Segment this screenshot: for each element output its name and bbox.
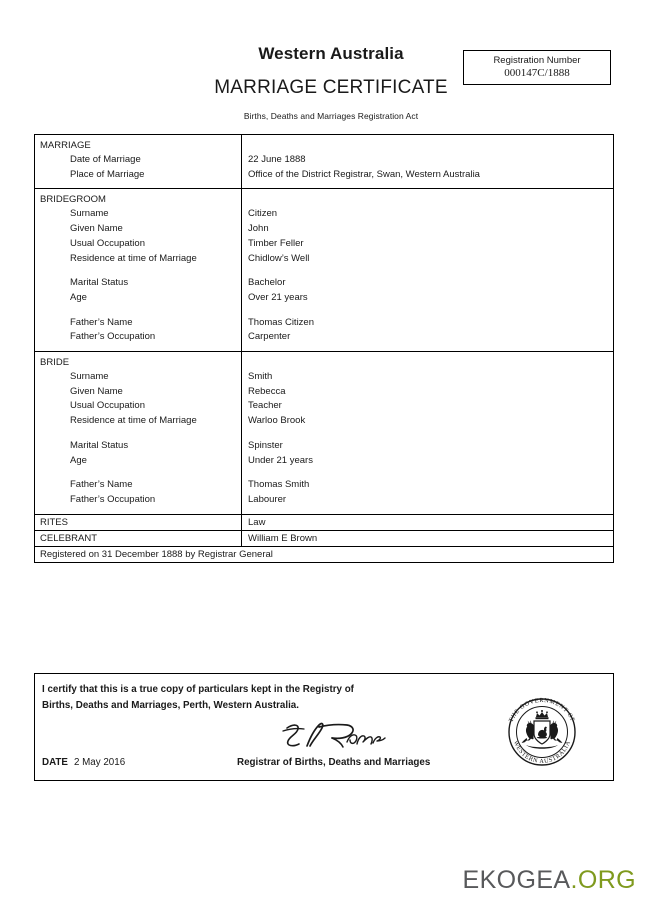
field-value: Timber Feller (248, 237, 304, 249)
field-value: Law (248, 516, 266, 528)
row-spacer (35, 468, 613, 478)
government-seal-icon (500, 692, 584, 772)
field-label: Usual Occupation (70, 400, 145, 412)
field-label: Surname (70, 208, 109, 220)
certification-line-1: I certify that this is a true copy of particulars kept in the Registry of (42, 684, 354, 695)
field-label: Age (70, 291, 87, 303)
field-label: Residence at time of Marriage (70, 252, 197, 264)
field-row (35, 168, 613, 183)
field-label: CELEBRANT (40, 532, 98, 544)
field-value: Labourer (248, 493, 287, 505)
footer-watermark (0, 866, 648, 895)
row-spacer (35, 306, 613, 316)
field-label: Marital Status (70, 277, 129, 289)
field-value: Office of the District Registrar, Swan, Western Australia (248, 168, 480, 180)
field-row (35, 370, 613, 385)
field-value: 22 June 1888 (248, 154, 306, 165)
field-row (35, 291, 613, 306)
field-label: Marital Status (70, 439, 129, 451)
field-label: Father’s Name (70, 316, 133, 328)
field-row (35, 493, 613, 508)
page-title: MARRIAGE CERTIFICATE (214, 77, 448, 98)
field-label: Father’s Occupation (70, 493, 156, 505)
field-label: Father’s Occupation (70, 331, 156, 343)
field-value: Under 21 years (248, 454, 313, 466)
section-heading-bride: BRIDE (40, 357, 70, 369)
field-row (35, 439, 613, 454)
field-row (35, 153, 613, 168)
field-value: Thomas Citizen (248, 316, 314, 328)
certification-statement (42, 682, 354, 713)
field-row (35, 399, 613, 414)
field-row (35, 330, 613, 345)
field-label: Surname (70, 371, 109, 383)
field-row (35, 252, 613, 267)
field-value: Over 21 years (248, 291, 308, 303)
field-value: Carpenter (248, 331, 291, 343)
field-row (35, 414, 613, 429)
field-value: William E Brown (248, 532, 318, 544)
field-value: Smith (248, 371, 273, 383)
section-heading-bridegroom: BRIDEGROOM (40, 194, 106, 206)
field-label: Given Name (70, 223, 123, 235)
field-label: Father’s Name (70, 479, 133, 491)
date-label: DATE (42, 757, 68, 768)
svg-text:WESTERN AUSTRALIA: WESTERN AUSTRALIA (511, 739, 573, 766)
field-row (35, 478, 613, 493)
section-heading-marriage: MARRIAGE (40, 140, 91, 151)
watermark-tld: .ORG (570, 866, 636, 894)
watermark-brand: EKOGEA (462, 866, 571, 894)
section-celebrant (35, 531, 613, 547)
svg-text:THE GOVERNMENT OF: THE GOVERNMENT OF (507, 696, 577, 724)
section-registered (35, 547, 613, 563)
field-value: Rebecca (248, 385, 286, 397)
registration-number-box (463, 50, 611, 85)
field-row (35, 237, 613, 252)
field-value: Warloo Brook (248, 415, 306, 427)
field-value: Chidlow’s Well (248, 252, 310, 264)
date-line (42, 757, 125, 768)
registration-number-label: Registration Number (493, 55, 581, 66)
field-label: Age (70, 454, 87, 466)
field-value: Teacher (248, 400, 282, 412)
field-label: Usual Occupation (70, 237, 145, 249)
field-label: RITES (40, 516, 68, 528)
registration-number-value: 000147C/1888 (504, 67, 570, 79)
legislation-subtitle: Births, Deaths and Marriages Registration Act (243, 111, 419, 121)
field-label: Residence at time of Marriage (70, 415, 197, 427)
field-value: Citizen (248, 208, 278, 220)
section-rites (35, 515, 613, 531)
row-spacer (35, 266, 613, 276)
field-row (35, 385, 613, 400)
field-value: Spinster (248, 439, 283, 451)
section-bridegroom (35, 189, 613, 352)
field-label: Place of Marriage (70, 168, 145, 180)
field-row (35, 207, 613, 222)
certificate-table (34, 134, 614, 563)
registrar-title: Registrar of Births, Deaths and Marriages (237, 757, 431, 768)
field-value: Thomas Smith (248, 479, 310, 491)
section-marriage (35, 135, 613, 189)
registered-statement: Registered on 31 December 1888 by Registrar General (40, 548, 273, 560)
field-value: Bachelor (248, 277, 286, 289)
section-bride (35, 352, 613, 515)
date-value: 2 May 2016 (73, 757, 126, 768)
field-label: Given Name (70, 385, 123, 397)
field-row (35, 515, 613, 530)
field-row (35, 276, 613, 291)
field-row (35, 454, 613, 469)
certification-line-2: Births, Deaths and Marriages, Perth, Western Australia. (42, 699, 299, 711)
field-row (35, 531, 613, 546)
field-row (35, 316, 613, 331)
jurisdiction-title: Western Australia (258, 44, 404, 63)
field-label: Date of Marriage (70, 154, 141, 165)
row-spacer (35, 429, 613, 439)
field-row (35, 222, 613, 237)
field-value: John (248, 223, 269, 235)
